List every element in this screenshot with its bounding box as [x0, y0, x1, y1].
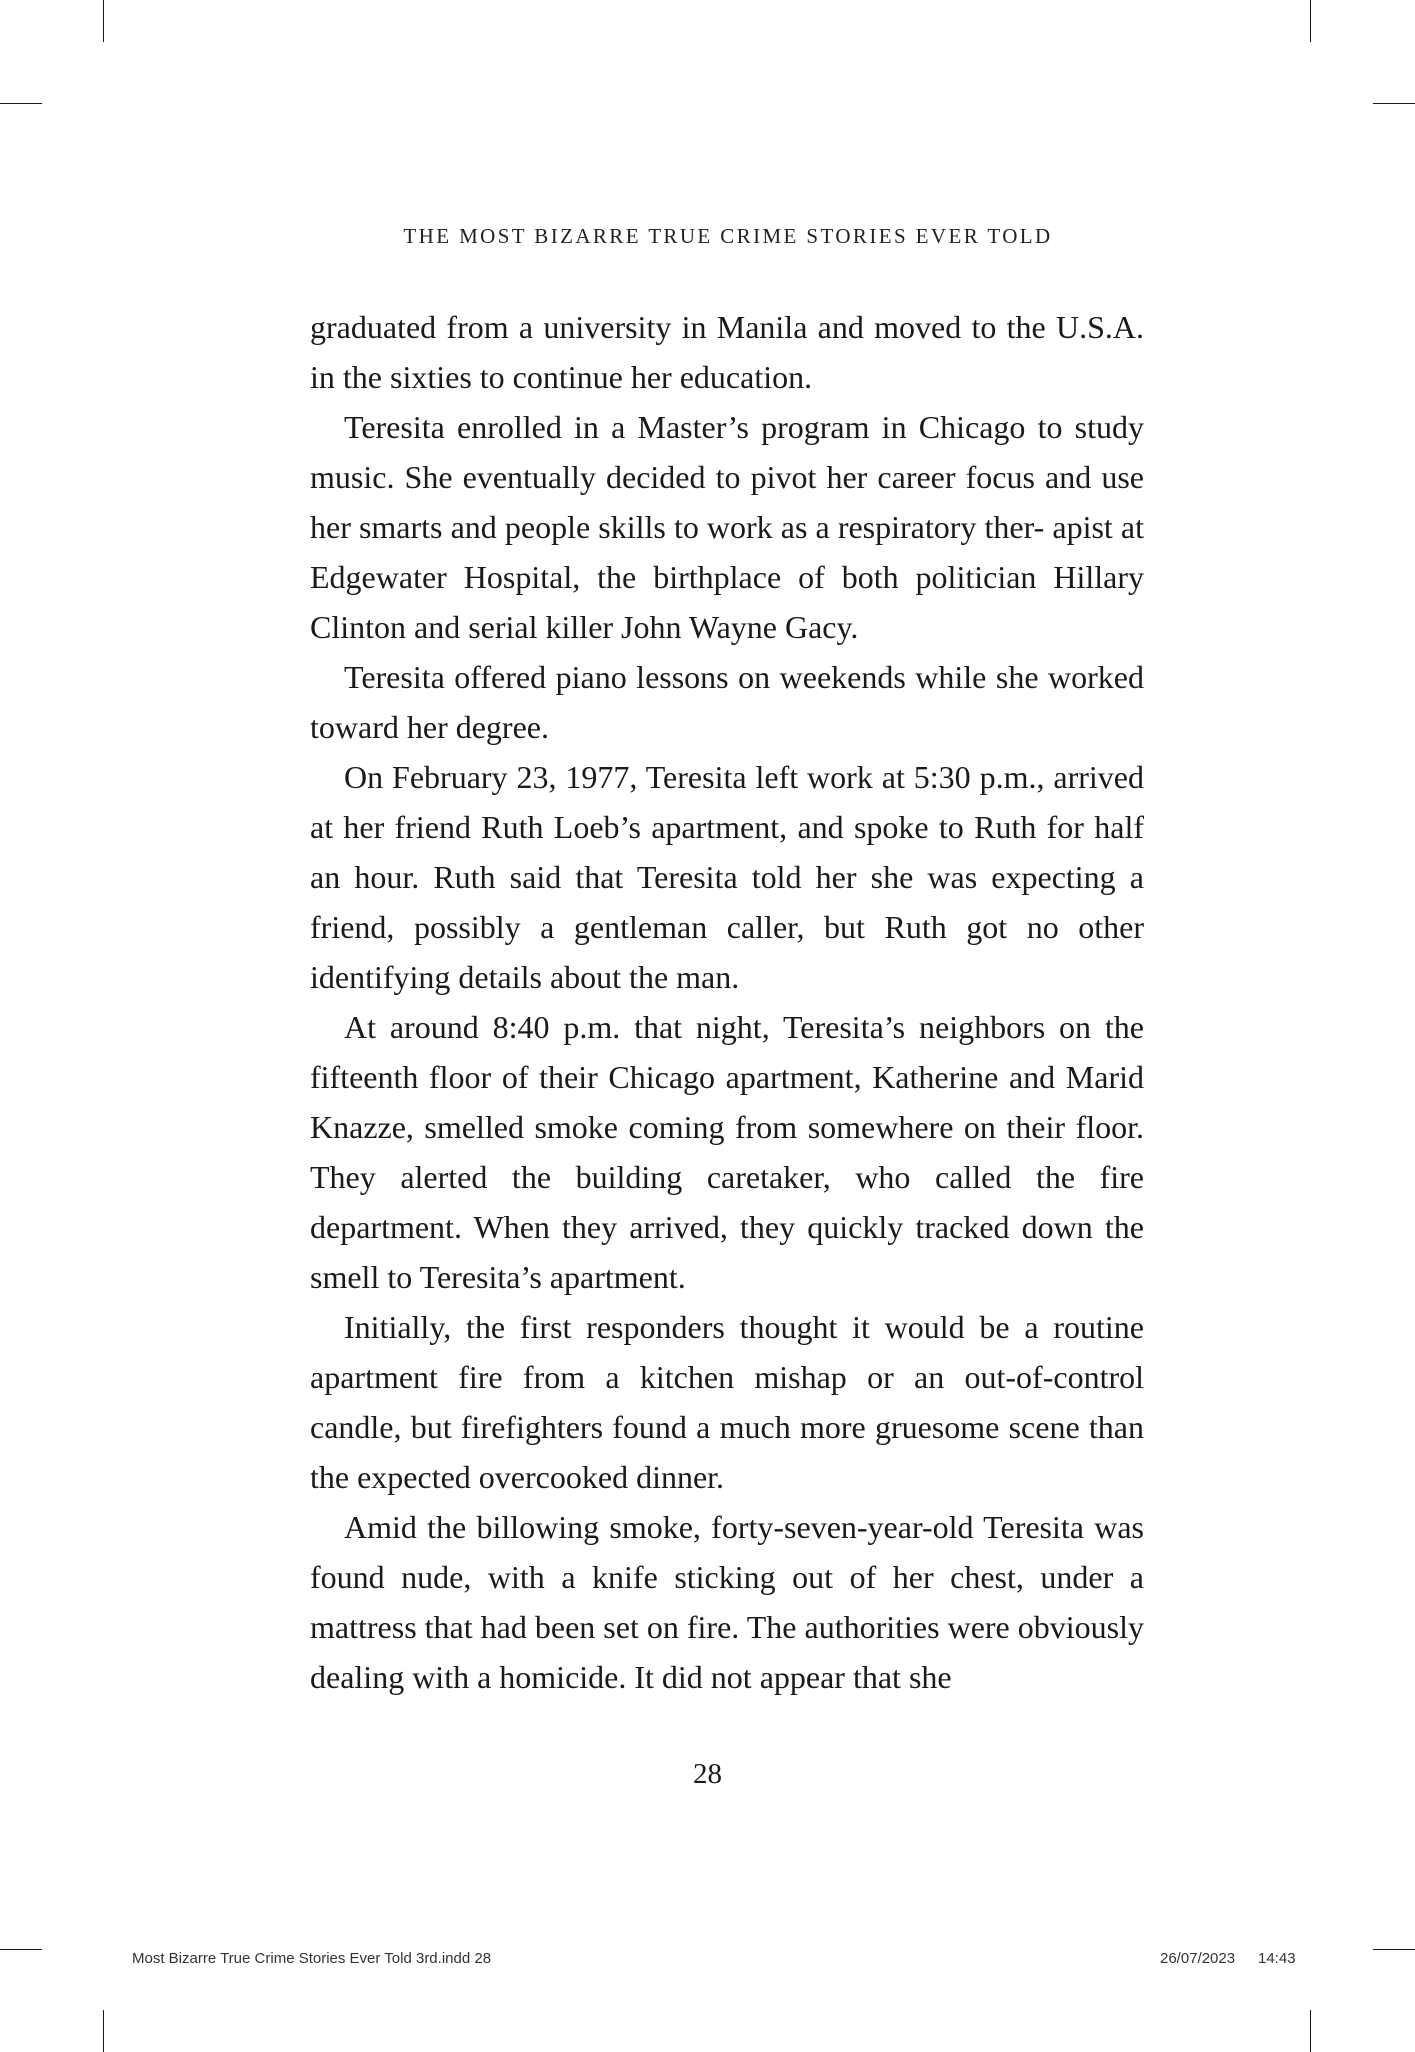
paragraph: Amid the billowing smoke, forty-seven-year-old Teresita was found nude, with a knife sticking out of her chest, under a mattress that had been set on fire. The authorities were obviously dealing with a homicide. It did not appear that she: [310, 1509, 1144, 1695]
paragraph: Teresita offered piano lessons on weekends while she worked toward her degree.: [310, 659, 1144, 745]
paragraph: Initially, the first responders thought it would be a routine apartment fire from a kitchen mishap or an out-of-control candle, but firefighters found a much more gruesome scene than the expected overcooked dinner.: [310, 1309, 1144, 1495]
crop-mark-top-right: [1310, 0, 1311, 42]
running-head: THE MOST BIZARRE TRUE CRIME STORIES EVER TOLD: [403, 224, 1053, 248]
crop-mark-left-bottom: [0, 1949, 42, 1950]
paragraph: Teresita enrolled in a Master’s program in Chicago to study music. She eventually decided to pivot her career focus and use her smarts and people skills to work as a respiratory ther- apist at Edgewater Hospital, the birthplace of both politician Hillary Clinton and serial killer John Wayne Gacy.: [310, 409, 1144, 645]
crop-mark-top-left: [103, 0, 104, 42]
crop-mark-left-top: [0, 103, 42, 104]
paragraph: At around 8:40 p.m. that night, Teresita’s neighbors on the fifteenth floor of their Chicago apartment, Katherine and Marid Knazze, smelled smoke coming from somewhere on their floor. They alerted the building caretaker, who called the fire department. When they arrived, they quickly tracked down the smell to Teresita’s apartment.: [310, 1009, 1144, 1295]
page-number: 28: [693, 1758, 722, 1790]
body-text: [310, 302, 1144, 1702]
slug-date: 26/07/2023: [1160, 1950, 1236, 1967]
crop-mark-bottom-right: [1310, 2010, 1311, 2052]
paragraph: On February 23, 1977, Teresita left work at 5:30 p.m., arrived at her friend Ruth Loeb’s apartment, and spoke to Ruth for half an hour. Ruth said that Teresita told her she was expecting a friend, possibly a gentleman caller, but Ruth got no other identifying details about the man.: [310, 759, 1144, 995]
crop-mark-right-bottom: [1373, 1949, 1415, 1950]
crop-mark-bottom-left: [103, 2010, 104, 2052]
crop-mark-right-top: [1373, 103, 1415, 104]
paragraph: graduated from a university in Manila and moved to the U.S.A. in the sixties to continue her education.: [310, 309, 1144, 395]
slug-file-label: Most Bizarre True Crime Stories Ever Told 3rd.indd 28: [132, 1950, 492, 1967]
slug-time: 14:43: [1258, 1950, 1296, 1967]
